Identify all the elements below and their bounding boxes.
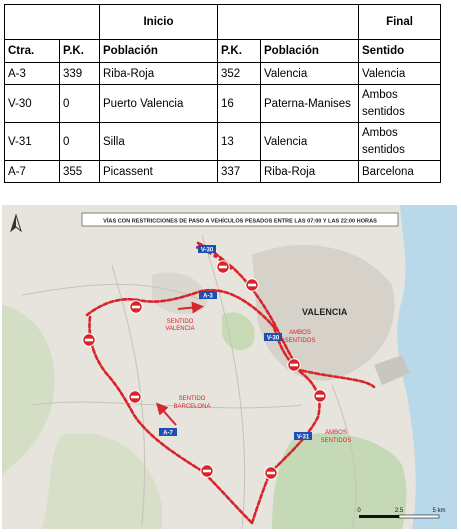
table-cell: Valencia: [261, 123, 359, 161]
road-shield-a3: [199, 291, 217, 300]
table-cell: V-30: [5, 85, 60, 123]
table-cell: V-31: [5, 123, 60, 161]
table-blank-cell: [218, 5, 359, 40]
table-cell: 16: [218, 85, 261, 123]
no-entry-icon: [265, 467, 277, 479]
table-cell: 355: [60, 161, 100, 183]
group-header-final: Final: [359, 5, 441, 40]
road-shield-label: V-31: [296, 434, 310, 441]
no-entry-icon: [288, 359, 300, 371]
column-header: P.K.: [60, 40, 100, 63]
restrictions-table: [4, 4, 441, 183]
table-group-header-row: [5, 5, 441, 40]
table-cell: 0: [60, 85, 100, 123]
map-banner: VÍAS CON RESTRICCIONES DE PASO A VEHÍCULOS PESADOS ENTRE LAS 07:00 Y LAS 22:00 HORAS: [103, 218, 377, 225]
table-cell: Riba-Roja: [261, 161, 359, 183]
road-shield-v30-top: [198, 245, 216, 254]
table-cell: 0: [60, 123, 100, 161]
table-blank-cell: [5, 5, 100, 40]
no-entry-icon: [130, 301, 142, 313]
no-entry-icon: [217, 261, 229, 273]
table-cell: Paterna-Manises: [261, 85, 359, 123]
column-header: Ctra.: [5, 40, 60, 63]
annotation-sentido-barcelona: SENTIDO: [178, 396, 206, 402]
road-shield-label: A-3: [203, 293, 213, 300]
table-row: [5, 63, 441, 85]
table-cell: A-3: [5, 63, 60, 85]
table-cell: Valencia: [261, 63, 359, 85]
annotation-ambos-v31: SENTIDOS: [320, 438, 352, 444]
no-entry-icon: [246, 279, 258, 291]
no-entry-icon: [83, 334, 95, 346]
table-row: [5, 123, 441, 161]
no-entry-icon: [314, 390, 326, 402]
table-cell: Riba-Roja: [100, 63, 218, 85]
road-shield-v30-mid: [264, 333, 282, 342]
annotation-sentido-valencia: VALENCIA: [165, 326, 195, 332]
table-cell: Ambos sentidos: [359, 123, 441, 161]
restrictions-map: [2, 205, 457, 529]
table-cell: 352: [218, 63, 261, 85]
column-header: Población: [100, 40, 218, 63]
table-cell: 13: [218, 123, 261, 161]
table-cell: Barcelona: [359, 161, 441, 183]
table-row: [5, 161, 441, 183]
table-cell: A-7: [5, 161, 60, 183]
annotation-sentido-valencia: SENTIDO: [166, 319, 194, 325]
column-header: Población: [261, 40, 359, 63]
road-shield-a7: [159, 428, 177, 437]
no-entry-icon: [201, 465, 213, 477]
road-shield-label: V-30: [200, 247, 214, 254]
table-cell: 337: [218, 161, 261, 183]
no-entry-icon: [129, 391, 141, 403]
annotation-sentido-barcelona: BARCELONA: [173, 404, 211, 410]
table-cell: Ambos sentidos: [359, 85, 441, 123]
scale-tick: 0: [357, 508, 361, 514]
road-shield-label: A-7: [163, 430, 173, 437]
column-header: P.K.: [218, 40, 261, 63]
table-cell: Picassent: [100, 161, 218, 183]
annotation-ambos-v30: AMBOS: [289, 330, 311, 336]
annotation-ambos-v30: SENTIDOS: [284, 338, 316, 344]
column-header: Sentido: [359, 40, 441, 63]
annotation-ambos-v31: AMBOS: [325, 430, 347, 436]
table-cell: Valencia: [359, 63, 441, 85]
table-cell: Silla: [100, 123, 218, 161]
table-cell: Puerto Valencia: [100, 85, 218, 123]
scale-tick: 2.5: [394, 508, 404, 514]
scale-tick: 5 km: [432, 508, 446, 514]
table-row: [5, 85, 441, 123]
road-shield-v31: [294, 432, 312, 441]
road-shield-label: V-30: [266, 335, 280, 342]
group-header-inicio: Inicio: [100, 5, 218, 40]
city-label: VALENCIA: [302, 307, 348, 317]
table-cell: 339: [60, 63, 100, 85]
table-header-row: [5, 40, 441, 63]
